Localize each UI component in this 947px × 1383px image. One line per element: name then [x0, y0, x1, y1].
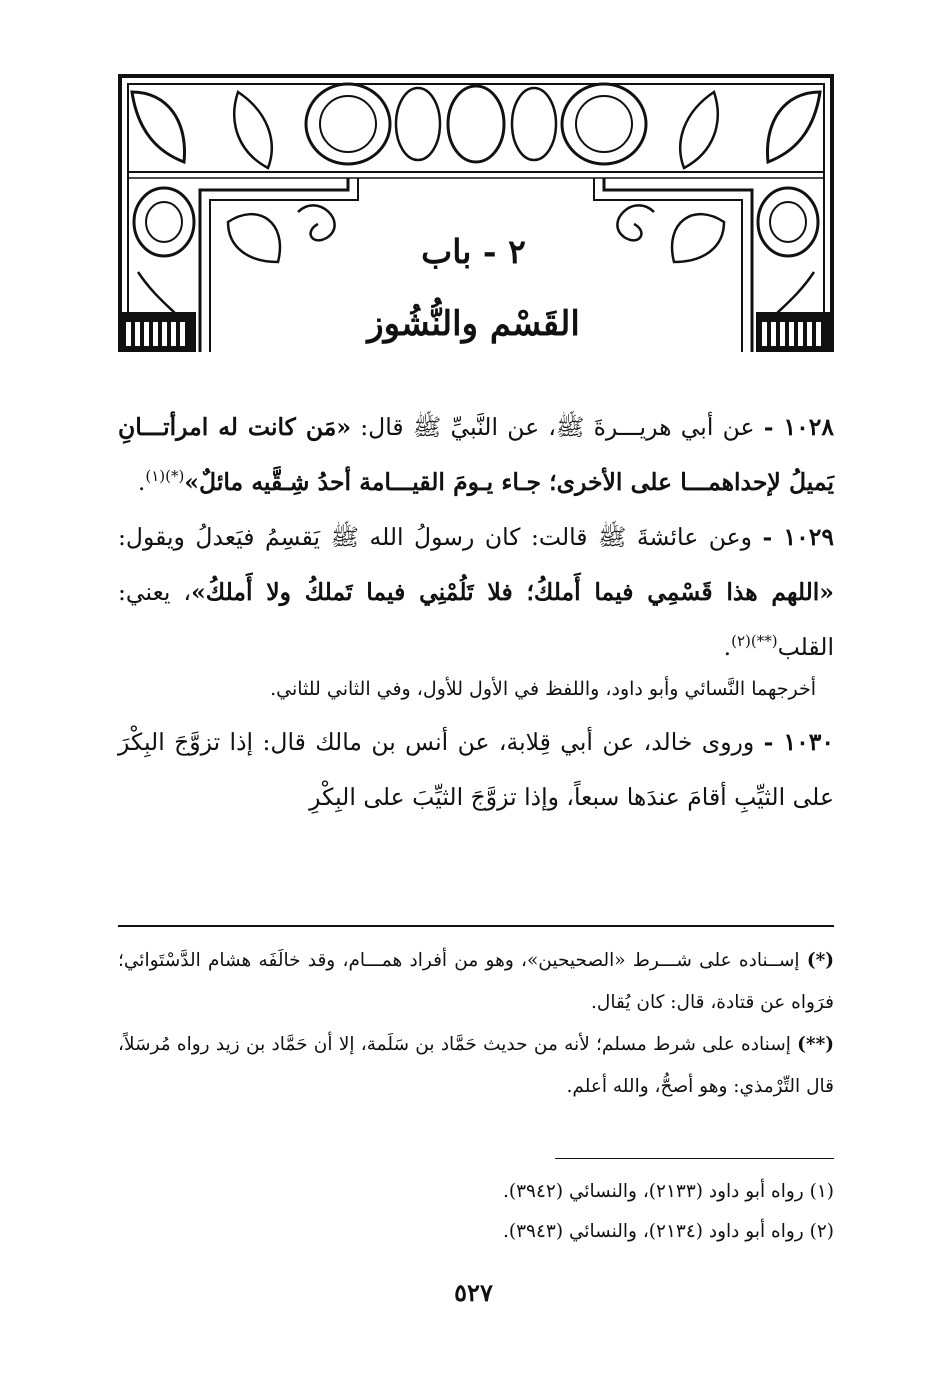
reference-text: رواه أبو داود (٢١٣٤)، والنسائي (٣٩٤٣).: [502, 1221, 804, 1242]
hadith-quote: «اللهم هذا قَسْمِي فيما أَملكُ؛ فلا تَلُمْنِي فيما تَملكُ ولا أَملكُ»: [191, 578, 834, 606]
footnote-marker[interactable]: (**)(٢): [731, 632, 778, 651]
hadith-text: وعن عائشةَ ﷺ قالت: كان رسولُ الله ﷺ يَقسِمُ فيَعدلُ ويقول:: [118, 523, 763, 551]
reference-2: [118, 1212, 834, 1252]
punctuation: .: [137, 468, 146, 496]
hadith-text: عن أبي هريـــرةَ ﷺ، عن النَّبيِّ ﷺ قال:: [351, 413, 764, 441]
hadith-number: ١٠٣٠ -: [763, 728, 835, 756]
main-text: [118, 400, 834, 825]
chapter-title: القَسْم والنُّشُوز: [367, 304, 580, 344]
editor-note-1: [118, 940, 834, 1024]
hadith-number: ١٠٢٨ -: [763, 413, 834, 441]
hadith-quote: «مَن كانت له امرأتـــانِ يَميلُ لإحداهمـــا على الأخرى؛ جـاء يـومَ القيـــامة أحدُ شِـقَّيه مائلٌ»: [118, 413, 834, 496]
hadith-1030: [118, 715, 834, 825]
reference-text: رواه أبو داود (٢١٣٣)، والنسائي (٣٩٤٢).: [502, 1181, 804, 1202]
note-mark: (*): [806, 950, 834, 971]
reference-mark: (١): [809, 1181, 834, 1202]
chapter-label: ٢ - باب: [421, 232, 526, 271]
hadith-1029: [118, 510, 834, 675]
footnote-separator: [118, 925, 834, 927]
hadith-text: وروى خالد، عن أبي قِلابة، عن أنس بن مالك قال: إذا تزوَّجَ البِكْرَ على الثيِّبِ أقامَ عندَها سبعاً، وإذا تزوَّجَ الثيِّبَ على البِكْرِ: [118, 728, 834, 811]
hadith-number: ١٠٢٩ -: [762, 523, 834, 551]
note-text: إســناده على شـــرط «الصحيحين»، وهو من أفراد همـــام، وقد خالَفَه هشام الدَّسْتَوائي؛ فرَواه عن قتادة، قال: كان يُقال.: [118, 950, 834, 1013]
editor-notes: [118, 940, 834, 1108]
hadith-text-after: ، يعني: القلب: [118, 578, 834, 661]
page-number: ٥٢٧: [454, 1278, 493, 1307]
note-mark: (**): [797, 1034, 834, 1055]
takhrij-note: أخرجهما النَّسائي وأبو داود، واللفظ في الأول للأول، وفي الثاني للثاني.: [270, 678, 816, 700]
editor-note-2: [118, 1024, 834, 1108]
note-text: إسناده على شرط مسلم؛ لأنه من حديث حَمَّاد بن سَلَمة، إلا أن حَمَّاد بن زيد رواه مُرسَلاً، قال التِّرْمذي: وهو أصحُّ، والله أعلم.: [118, 1034, 834, 1097]
reference-separator: [555, 1158, 834, 1159]
reference-mark: (٢): [809, 1221, 834, 1242]
references: [118, 1172, 834, 1252]
hadith-1028: [118, 400, 834, 510]
footnote-marker[interactable]: (*)(١): [145, 467, 185, 486]
punctuation: .: [723, 633, 732, 661]
reference-1: [118, 1172, 834, 1212]
